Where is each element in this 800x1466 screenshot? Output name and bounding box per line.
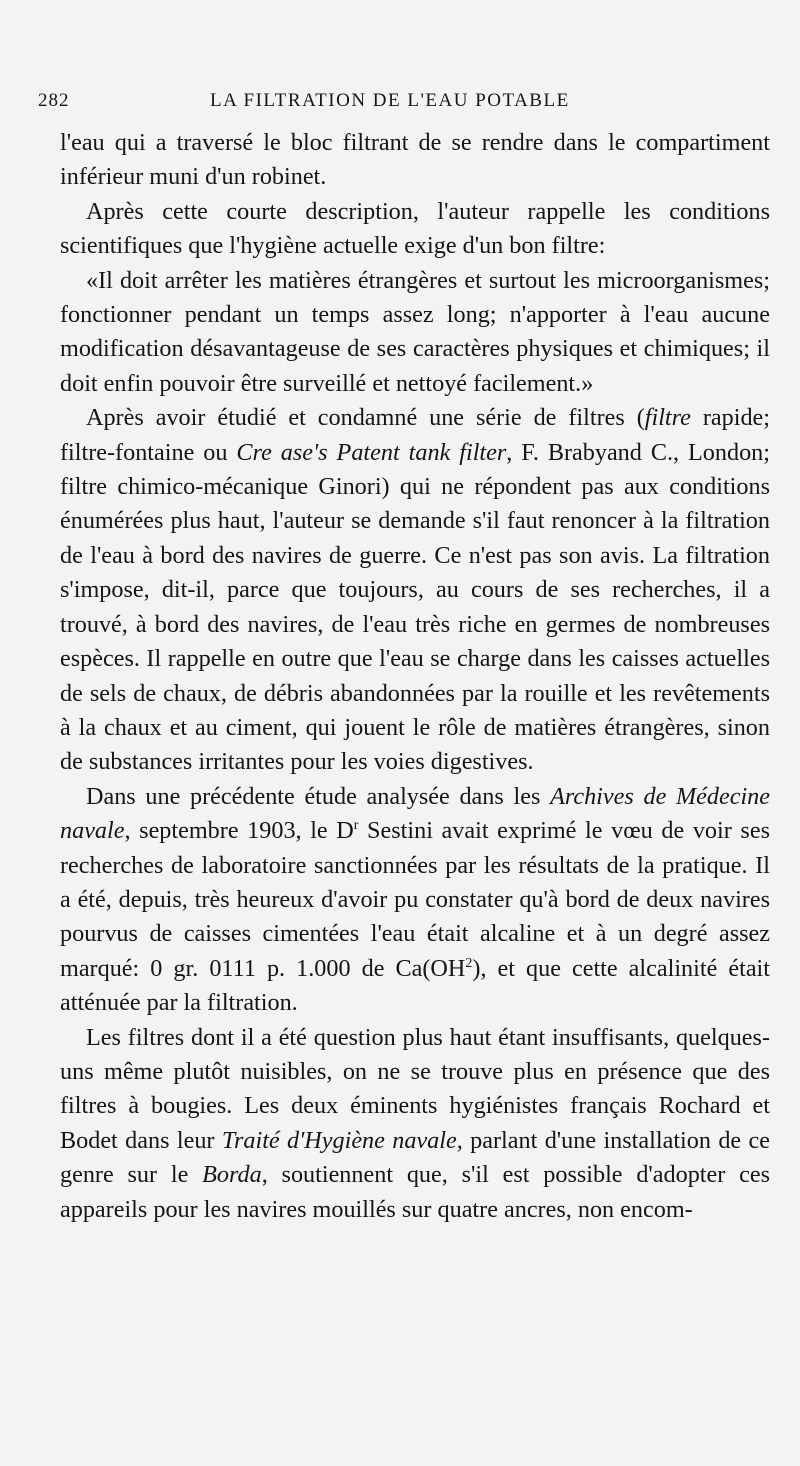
paragraph-3-quotation: «Il doit arrêter les matières étrangères et surtout les microorganismes; fonctionner pendant un temps assez long; n'apporter à l'eau aucune modification désavantageuse de ses caractères physiques et chimiques; il doit enfin pouvoir être surveillé et nettoyé facilement.» [60, 266, 770, 397]
italic-run: filtre [644, 404, 691, 432]
paragraph-6 [60, 1021, 770, 1227]
italic-run: Cre ase's Patent tank filter [236, 438, 507, 466]
text-run: ), et que cette alcalinité était atténuée par la filtration. [60, 954, 770, 1017]
paragraph-4 [60, 401, 770, 779]
italic-run: Traité d'Hygiène navale, [221, 1126, 463, 1154]
superscript: 2 [465, 955, 473, 971]
superscript: r [353, 818, 359, 834]
paragraph-2: Après cette courte description, l'auteur rappelle les conditions scientifiques que l'hygiène actuelle exige d'un bon filtre: [60, 197, 770, 260]
text-run: parlant d'une installation de ce genre sur le [60, 1126, 771, 1189]
body-text [60, 126, 770, 1227]
running-header [38, 86, 766, 118]
italic-run: Archives de Médecine navale [60, 782, 770, 845]
paragraph-5 [60, 780, 770, 1021]
text-run: Les filtres dont il a été question plus haut étant insuffisants, quelques-uns même plutôt nuisibles, on ne se trouve plus en présence que des filtres à bougies. Les deux éminents hygiénistes français Rochard et Bodet dans leur [60, 1023, 770, 1154]
text-run: , septembre 1903, le D [124, 817, 354, 845]
page-number: 282 [38, 90, 70, 111]
text-run: Dans une précédente étude analysée dans les [86, 782, 551, 810]
running-title: LA FILTRATION DE L'EAU POTABLE [210, 90, 570, 111]
text-run: Sestini avait exprimé le vœu de voir ses recherches de laboratoire sanctionnées par les résultats de la pratique. Il a été, depuis, très heureux d'avoir pu constater qu'à bord de deux navires pourvus de caisses cimentées l'eau était alcaline et à un degré assez marqué: 0 gr. 0111 p. 1.000 de Ca(OH [60, 817, 770, 982]
text-run: Après avoir étudié et condamné une série de filtres ( [86, 404, 645, 432]
italic-run: Borda [202, 1161, 262, 1189]
text-run: , F. Brabyand C., London; filtre chimico-mécanique Ginori) qui ne répondent pas aux conditions énumérées plus haut, l'auteur se demande s'il faut renoncer à la filtration de l'eau à bord des navires de guerre. Ce n'est pas son avis. La filtration s'impose, dit-il, parce que toujours, au cours de ses recherches, il a trouvé, à bord des navires, de l'eau très riche en germes de nombreuses espèces. Il rappelle en outre que l'eau se charge dans les caisses actuelles de sels de chaux, de débris abandonnées par la rouille et les revêtements à la chaux et au ciment, qui jouent le rôle de matières étrangères, sinon de substances irritantes pour les voies digestives. [60, 438, 770, 776]
paragraph-1: l'eau qui a traversé le bloc filtrant de se rendre dans le compartiment inférieur muni d'un robinet. [60, 129, 770, 191]
text-run: , soutiennent que, s'il est possible d'adopter ces appareils pour les navires mouillés sur quatre ancres, non encom- [60, 1161, 770, 1223]
text-run: rapide; filtre-fontaine ou [60, 404, 771, 466]
